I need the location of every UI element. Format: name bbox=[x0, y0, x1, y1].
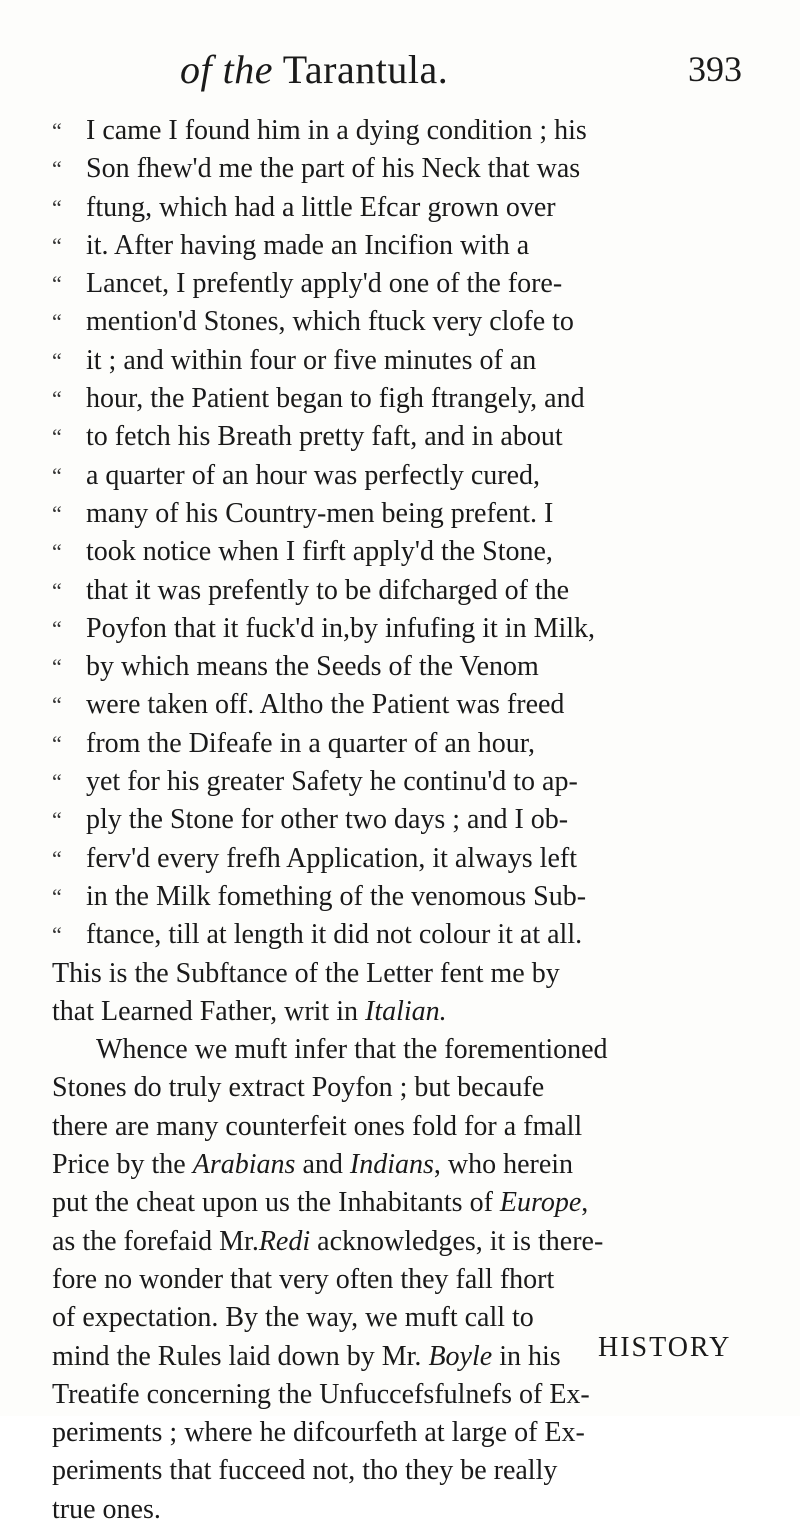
title-prefix: of the bbox=[180, 47, 273, 92]
text-line: fore no wonder that very often they fall fhort bbox=[52, 1263, 555, 1295]
quote-mark: “ bbox=[52, 845, 62, 871]
quoted-line: “ by which means the Seeds of the Venom bbox=[52, 648, 768, 686]
quoted-line: “ a quarter of an hour was perfectly cured, bbox=[52, 457, 768, 495]
page-number: 393 bbox=[688, 49, 742, 89]
quoted-line: “ yet for his greater Safety he continu'd to ap- bbox=[52, 763, 768, 801]
quoted-line: “ ply the Stone for other two days ; and I ob- bbox=[52, 801, 768, 839]
body-text bbox=[52, 112, 768, 1529]
quote-mark: “ bbox=[52, 271, 62, 297]
quoted-line: “ Son fhew'd me the part of his Neck that was bbox=[52, 150, 768, 188]
quoted-line: “ it. After having made an Incifion with a bbox=[52, 227, 768, 265]
quoted-line: “ it ; and within four or five minutes of an bbox=[52, 342, 768, 380]
quoted-line: “ ftung, which had a little Efcar grown over bbox=[52, 189, 768, 227]
quote-mark: “ bbox=[52, 577, 62, 603]
text-line: Whence we muft infer that the forementioned bbox=[96, 1034, 608, 1066]
quote-mark: “ bbox=[52, 922, 62, 948]
quote-mark: “ bbox=[52, 500, 62, 526]
quoted-line: “ in the Milk fomething of the venomous Sub- bbox=[52, 878, 768, 916]
quoted-line: “ were taken off. Altho the Patient was freed bbox=[52, 686, 768, 724]
quote-mark: “ bbox=[52, 424, 62, 450]
text-line: as the forefaid Mr.Redi acknowledges, it is there- bbox=[52, 1225, 604, 1257]
quote-mark: “ bbox=[52, 769, 62, 795]
text-line: This is the Subftance of the Letter fent me by bbox=[52, 957, 560, 989]
quote-mark: “ bbox=[52, 232, 62, 258]
quote-mark: “ bbox=[52, 347, 62, 373]
quoted-line: “ ftance, till at length it did not colour it at all. bbox=[52, 916, 768, 954]
quote-mark: “ bbox=[52, 386, 62, 412]
quoted-line: “ took notice when I firft apply'd the Stone, bbox=[52, 533, 768, 571]
quote-mark: “ bbox=[52, 807, 62, 833]
catchword: HISTORY bbox=[598, 1332, 732, 1363]
quote-mark: “ bbox=[52, 309, 62, 335]
text-line: periments ; where he difcourfeth at large of Ex- bbox=[52, 1417, 585, 1449]
quoted-line: “ from the Difeafe in a quarter of an hour, bbox=[52, 725, 768, 763]
quoted-line: “ mention'd Stones, which ftuck very clofe to bbox=[52, 303, 768, 341]
quote-mark: “ bbox=[52, 730, 62, 756]
text-line: of expectation. By the way, we muft call to bbox=[52, 1302, 534, 1334]
running-title bbox=[180, 46, 448, 93]
quote-mark: “ bbox=[52, 539, 62, 565]
quote-mark: “ bbox=[52, 654, 62, 680]
quoted-letter bbox=[52, 112, 768, 955]
text-line: that Learned Father, writ in Italian. bbox=[52, 995, 447, 1027]
quoted-line: “ I came I found him in a dying condition ; his bbox=[52, 112, 768, 150]
text-line: there are many counterfeit ones fold for a fmall bbox=[52, 1110, 583, 1142]
text-line: periments that fucceed not, tho they be really bbox=[52, 1455, 558, 1487]
quote-mark: “ bbox=[52, 615, 62, 641]
quote-mark: “ bbox=[52, 156, 62, 182]
quoted-line: “ ferv'd every frefh Application, it always left bbox=[52, 840, 768, 878]
quoted-line: “ Lancet, I prefently apply'd one of the fore- bbox=[52, 265, 768, 303]
quoted-line: “ many of his Country-men being prefent. I bbox=[52, 495, 768, 533]
quote-mark: “ bbox=[52, 194, 62, 220]
text-line: Treatife concerning the Unfuccefsfulnefs of Ex- bbox=[52, 1378, 590, 1410]
text-line: Stones do truly extract Poyfon ; but becaufe bbox=[52, 1072, 545, 1104]
quote-mark: “ bbox=[52, 692, 62, 718]
quote-mark: “ bbox=[52, 883, 62, 909]
quoted-line: “ that it was prefently to be difcharged of the bbox=[52, 572, 768, 610]
quoted-line: “ hour, the Patient began to figh ftrangely, and bbox=[52, 380, 768, 418]
quote-mark: “ bbox=[52, 462, 62, 488]
quoted-line: “ to fetch his Breath pretty faft, and in about bbox=[52, 418, 768, 456]
quote-mark: “ bbox=[52, 118, 62, 143]
running-head bbox=[0, 38, 800, 98]
text-line: mind the Rules laid down by Mr. Boyle in his bbox=[52, 1340, 561, 1372]
text-line: true ones. bbox=[52, 1493, 161, 1525]
quoted-line: “ Poyfon that it fuck'd in,by infufing it in Milk, bbox=[52, 610, 768, 648]
text-line: Price by the Arabians and Indians, who herein bbox=[52, 1149, 574, 1181]
text-line: put the cheat upon us the Inhabitants of Europe, bbox=[52, 1187, 589, 1219]
title-main: Tarantula. bbox=[282, 47, 449, 92]
